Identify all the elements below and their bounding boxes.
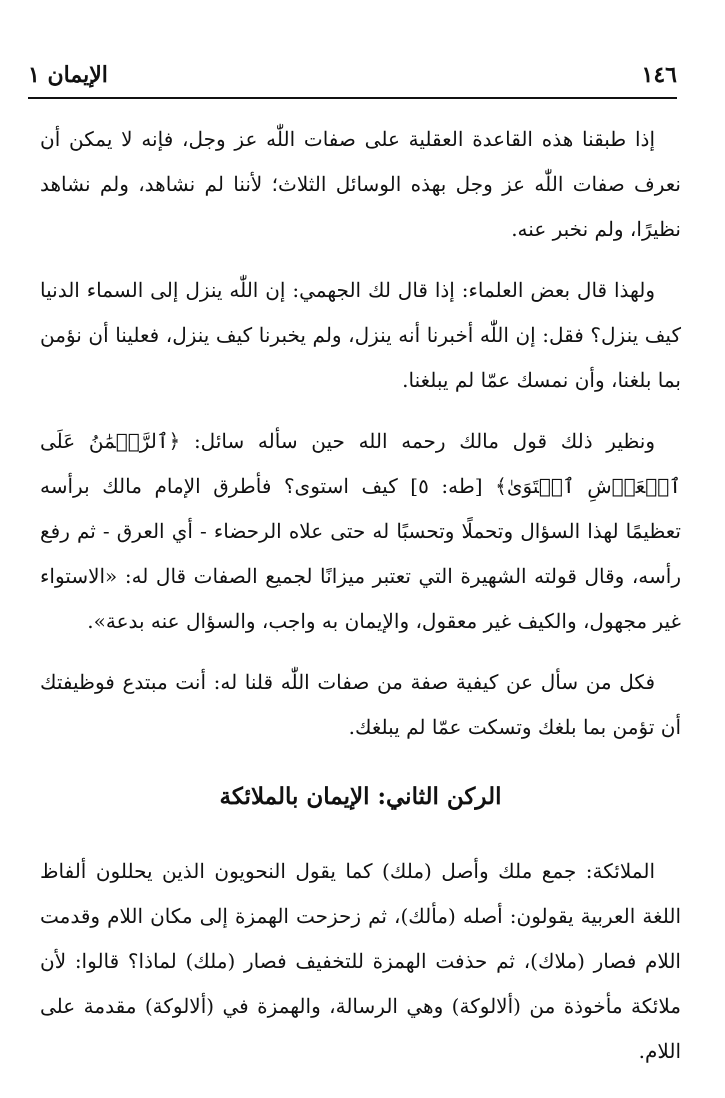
page-header <box>28 58 677 92</box>
paragraph-1: إذا طبقنا هذه القاعدة العقلية على صفات اللّٰه عز وجل، فإنه لا يمكن أن نعرف صفات اللّٰه عز وجل بهذه الوسائل الثلاث؛ لأننا لم نشاهد، ولم نشاهد نظيرًا، ولم نخبر عنه. <box>40 127 681 241</box>
section-heading: الركن الثاني: الإيمان بالملائكة <box>219 783 502 810</box>
body-text <box>40 117 681 1090</box>
paragraph-2: ولهذا قال بعض العلماء: إذا قال لك الجهمي: إن اللّٰه ينزل إلى السماء الدنيا كيف ينزل؟ فقل: إن اللّٰه أخبرنا أنه ينزل، ولم يخبرنا كيف ينزل، فعلينا أن نؤمن بما بلغنا، وأن نمسك عمّا لم يبلغنا. <box>40 278 681 392</box>
paragraph-4: فكل من سأل عن كيفية صفة من صفات اللّٰه قلنا له: أنت مبتدع فوظيفتك أن تؤمن بما بلغك وتسكت عمّا لم يبلغك. <box>40 670 681 739</box>
header-rule <box>28 97 677 99</box>
running-title: الإيمان ١ <box>28 62 108 88</box>
paragraph-3: ونظير ذلك قول مالك رحمه الله حين سأله سائل: ﴿ٱلرَّحۡمَٰنُ عَلَى ٱلۡعَرۡشِ ٱسۡتَوَىٰ﴾ [طه: ٥] كيف استوى؟ فأطرق الإمام مالك برأسه تعظيمًا لهذا السؤال وتحملًا وتحسبًا له حتى علاه الرحضاء - أي العرق - ثم رفع رأسه، وقال قولته الشهيرة التي تعتبر ميزانًا لجميع الصفات قال له: «الاستواء غير مجهول، والكيف غير معقول، والإيمان به واجب، والسؤال عنه بدعة». <box>40 429 681 633</box>
page-number: ١٤٦ <box>641 62 677 88</box>
section-paragraph: الملائكة: جمع ملك وأصل (ملك) كما يقول النحويون الذين يحللون ألفاظ اللغة العربية يقولون: أصله (مألك)، ثم زحزحت الهمزة إلى مكان اللام وقدمت اللام فصار (ملاك)، ثم حذفت الهمزة للتخفيف فصار (ملك) لماذا؟ قالوا: لأن ملائكة مأخوذة من (ألالوكة) وهي الرسالة، والهمزة في (ألالوكة) مقدمة على اللام. <box>40 859 681 1063</box>
